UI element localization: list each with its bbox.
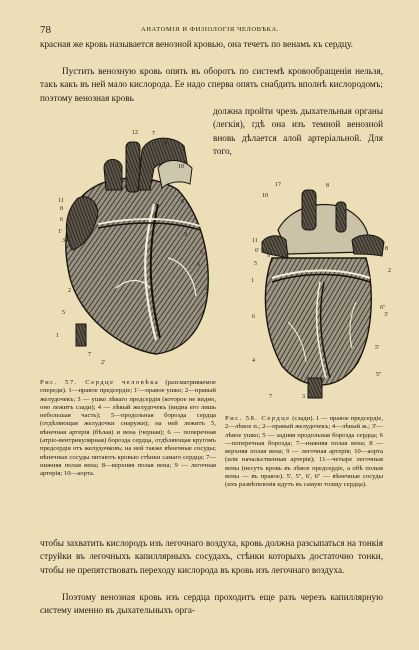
fig57-label: 12 (132, 130, 138, 136)
fig58-label: 10 (262, 193, 268, 199)
fig57-label: 11 (58, 198, 64, 204)
fig58-label: 6' (255, 248, 260, 254)
fig58-label: 7 (269, 394, 272, 400)
paragraph-2b: должна пройти чрезъ дыхательныя органы (легкія), гдѣ она изъ темной венозной вновь дѣлается алой артеріальной. Для того, (213, 106, 383, 157)
fig58-label: 17 (275, 182, 281, 188)
fig58-label: 8 (326, 183, 329, 189)
fig58-label: 8 (385, 246, 388, 252)
fig58-label: 3' (384, 312, 389, 318)
paragraph-3: чтобы захватить кислородъ изъ легочнаго воздуха, кровь должна разсыпаться на тонкія струйки въ легочныхъ капиллярныхъ сосудахъ, стѣнки которыхъ достаточно тонки, чтобы не препятствовать переходу кислорода въ кровь изъ легочнаго воздуха. (40, 538, 383, 575)
fig58-label: 9 (267, 253, 270, 259)
paragraph-4: Поэтому венозная кровь изъ сердца проходитъ еще разъ черезъ капиллярную систему именно въ дыхательныхъ орга- (40, 592, 383, 616)
fig58-label: 11 (252, 238, 258, 244)
fig58-label: 1 (251, 278, 254, 284)
fig57-label: 4 (205, 287, 208, 293)
fig57-label: 8 (60, 206, 63, 212)
fig57-label: 5 (200, 250, 203, 256)
fig57-label: 10 (178, 164, 184, 170)
fig58-label: 2 (388, 268, 391, 274)
figure-58-caption-text: (сзади). 1 — правое предсердіе, 2—лѣвое п.; 2—правый желудочекъ; 4—лѣвый ж.; 3'—лѣвое ушко; 5 — задняя продольная борозда сердца; 6—поперечная борозда; 7—нижняя полая вена; 8 — верхняя полая вена; 9 — легочная артерія; 10—аорта (или начальственная артерія); 11—четыре легочныя вены (несутъ кровь въ лѣвое предсердіе, а обѣ полыя вены — въ правое). 5', 5'', 6', 6'' — вѣнечные сосуды (ихъ развѣтвленія идутъ въ самую толщу сердца). (225, 415, 383, 489)
fig58-label: 4 (252, 358, 255, 364)
fig58-label: 5'' (376, 372, 382, 378)
page-number: 78 (40, 24, 51, 36)
fig58-label: 5 (254, 261, 257, 267)
running-title: АНАТОМІЯ И ФИЗІОЛОГІЯ ЧЕЛОВѢКА. (140, 26, 280, 33)
figure-57-heart-front (38, 128, 224, 370)
fig57-label: 6 (60, 217, 63, 223)
fig57-label: 1 (56, 333, 59, 339)
figure-57-caption-text: (разсматриваемое спереди). 1—правое предсердіе; 1'—правое ушко; 2—правый желудочекъ; 3 — ушко лѣваго предсердія (которое не видно, оно лежитъ сзади); 4 — лѣвый желудочекъ (видна его лишь небольшая часть); 5—продольная борозда сердца (отдѣляющая желудочки снаружи); на ней лежитъ 5, вѣнечная артерія (бѣлая) и вена (черная); 6 — поперечная (атріо-вентрикулярная) борозда сердца, отдѣляющая кругомъ предсердія отъ желудочковъ; на ней также вѣнечные сосуды; вѣнечные сосуды питаютъ кровью стѣнки самаго сердца; 7—нижняя полая вена; 8—верхняя полая вена; 9 — легочная артерія; 10—аорта. (40, 379, 217, 478)
paragraph-1: красная же кровь называется венозной кровью, она течетъ по венамъ къ сердцу. (40, 39, 353, 49)
figure-57-caption (40, 379, 216, 534)
fig57-label: 3 (62, 238, 65, 244)
fig57-label: 7 (152, 131, 155, 137)
fig58-label: 3 (302, 394, 305, 400)
fig57-label: 2' (101, 360, 106, 366)
fig57-label: 2 (68, 288, 71, 294)
paragraph-2a: Пустить венозную кровь опять въ оборотъ по системѣ кровообращенія нельзя, такъ какъ въ ней мало кислорода. Ее надо сперва опять снабдить вполнѣ кислородомъ; поэтому венозная кровь (40, 66, 383, 103)
figure-58-caption (225, 415, 383, 540)
fig57-label: 5 (62, 310, 65, 316)
fig57-label: 6 (197, 262, 200, 268)
fig57-label: 6 (181, 199, 184, 205)
fig58-label: 6'' (380, 305, 386, 311)
fig58-label: 6 (252, 314, 255, 320)
fig57-label: 1' (58, 229, 63, 235)
figure-57-caption-title: Рис. 57. Сердце человѣка (40, 379, 160, 386)
page-header (40, 24, 380, 38)
fig57-label: 3 (184, 232, 187, 238)
fig58-label: 5' (375, 345, 380, 351)
fig57-label: 9 (164, 141, 167, 147)
figure-58-caption-title: Рис. 58. Сердце (225, 415, 291, 422)
fig57-label: 7 (88, 352, 91, 358)
figure-58-heart-rear (248, 182, 390, 400)
